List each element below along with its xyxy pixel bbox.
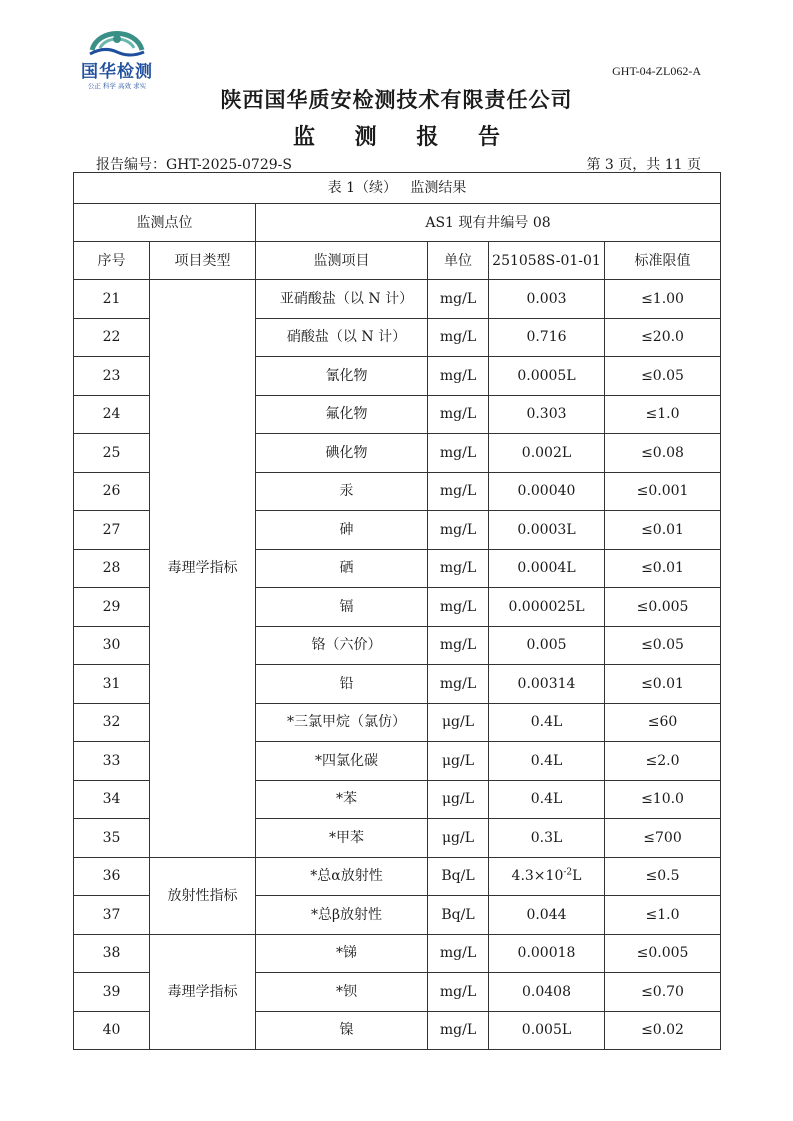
item-name: 镉 — [339, 598, 354, 615]
seq-cell: 23 — [74, 357, 150, 396]
monitoring-point-label: 监测点位 — [74, 204, 256, 242]
report-number-value: GHT-2025-0729-S — [166, 157, 292, 173]
item-name: *锑 — [336, 945, 357, 962]
logo-name: 国华检测 — [81, 62, 153, 82]
item-name: 铅 — [339, 675, 354, 692]
item-name: *总β放射性 — [310, 906, 383, 923]
limit-cell: ≤1.0 — [605, 896, 721, 935]
item-name: 亚硝酸盐（以 N 计） — [279, 290, 414, 307]
seq-cell: 39 — [74, 973, 150, 1012]
result-cell: 0.0004L — [489, 549, 605, 588]
seq-cell: 34 — [74, 780, 150, 819]
company-name: 陕西国华质安检测技术有限责任公司 — [220, 88, 573, 112]
seq-cell: 24 — [74, 395, 150, 434]
unit-cell: Bq/L — [428, 896, 489, 935]
unit-cell: mg/L — [428, 280, 489, 319]
result-cell: 0.003 — [489, 280, 605, 319]
table-row — [74, 934, 721, 973]
seq-cell: 32 — [74, 703, 150, 742]
item-cell — [256, 819, 428, 858]
seq-cell: 29 — [74, 588, 150, 627]
item-name: *甲苯 — [329, 829, 364, 846]
result-cell: 0.716 — [489, 318, 605, 357]
seq-cell: 40 — [74, 1011, 150, 1050]
limit-cell: ≤0.08 — [605, 434, 721, 473]
limit-cell: ≤20.0 — [605, 318, 721, 357]
report-number — [96, 154, 292, 174]
item-cell — [256, 1011, 428, 1050]
result-cell: 0.002L — [489, 434, 605, 473]
table-row — [74, 280, 721, 319]
item-name: 氟化物 — [325, 406, 368, 423]
item-cell — [256, 934, 428, 973]
unit-cell: Bq/L — [428, 857, 489, 896]
unit-cell: mg/L — [428, 357, 489, 396]
result-cell: 0.303 — [489, 395, 605, 434]
result-exponent: -2 — [563, 867, 573, 878]
seq-cell: 38 — [74, 934, 150, 973]
result-cell: 0.00314 — [489, 665, 605, 704]
seq-cell: 35 — [74, 819, 150, 858]
unit-cell: mg/L — [428, 472, 489, 511]
result-cell: 0.044 — [489, 896, 605, 935]
unit-cell: mg/L — [428, 665, 489, 704]
limit-cell: ≤2.0 — [605, 742, 721, 781]
category-cell: 毒理学指标 — [150, 934, 256, 1050]
item-cell — [256, 434, 428, 473]
header-category: 项目类型 — [150, 242, 256, 280]
item-name: *四氯化碳 — [315, 752, 378, 769]
limit-cell: ≤60 — [605, 703, 721, 742]
item-name: 镍 — [339, 1022, 354, 1039]
page-info: 第 3 页，共 11 页 — [586, 157, 701, 173]
unit-cell: μg/L — [428, 703, 489, 742]
item-name: 砷 — [339, 521, 354, 538]
table-caption: 表 1（续） 监测结果 — [74, 173, 721, 204]
limit-cell: ≤0.001 — [605, 472, 721, 511]
unit-cell: mg/L — [428, 395, 489, 434]
report-number-label: 报告编号： — [96, 157, 166, 173]
result-cell: 0.0005L — [489, 357, 605, 396]
result-cell: 0.3L — [489, 819, 605, 858]
item-name: 氰化物 — [325, 367, 368, 384]
seq-cell: 30 — [74, 626, 150, 665]
limit-cell: ≤0.05 — [605, 626, 721, 665]
item-cell — [256, 857, 428, 896]
seq-cell: 31 — [74, 665, 150, 704]
result-cell: 0.0408 — [489, 973, 605, 1012]
limit-cell: ≤700 — [605, 819, 721, 858]
seq-cell: 22 — [74, 318, 150, 357]
unit-cell: mg/L — [428, 1011, 489, 1050]
item-name: 碘化物 — [325, 444, 368, 461]
limit-cell: ≤0.005 — [605, 934, 721, 973]
item-cell — [256, 896, 428, 935]
unit-cell: mg/L — [428, 934, 489, 973]
item-name: *苯 — [336, 791, 357, 808]
result-cell: 0.00018 — [489, 934, 605, 973]
header-limit: 标准限值 — [605, 242, 721, 280]
unit-cell: mg/L — [428, 511, 489, 550]
item-name: 铬（六价） — [311, 637, 382, 654]
item-cell — [256, 395, 428, 434]
category-cell: 放射性指标 — [150, 857, 256, 934]
item-cell — [256, 511, 428, 550]
seq-cell: 27 — [74, 511, 150, 550]
item-cell — [256, 780, 428, 819]
item-cell — [256, 549, 428, 588]
item-cell — [256, 665, 428, 704]
result-cell: 0.0003L — [489, 511, 605, 550]
seq-cell: 37 — [74, 896, 150, 935]
result-cell: 0.4L — [489, 703, 605, 742]
item-name: *总α放射性 — [310, 868, 383, 885]
result-suffix: L — [572, 868, 582, 885]
item-name: *三氯甲烷（氯仿） — [287, 714, 406, 731]
header-seq: 序号 — [74, 242, 150, 280]
item-name: *钡 — [336, 983, 357, 1000]
item-cell — [256, 588, 428, 627]
table-row — [74, 857, 721, 896]
limit-cell: ≤10.0 — [605, 780, 721, 819]
limit-cell: ≤0.70 — [605, 973, 721, 1012]
unit-cell: mg/L — [428, 588, 489, 627]
limit-cell: ≤0.01 — [605, 549, 721, 588]
limit-cell: ≤0.5 — [605, 857, 721, 896]
logo-emblem-icon — [84, 20, 150, 60]
category-cell: 毒理学指标 — [150, 280, 256, 858]
result-cell: 0.4L — [489, 742, 605, 781]
result-cell: 0.005L — [489, 1011, 605, 1050]
unit-cell: μg/L — [428, 742, 489, 781]
item-cell — [256, 626, 428, 665]
seq-cell: 21 — [74, 280, 150, 319]
item-cell — [256, 357, 428, 396]
item-name: 汞 — [339, 483, 354, 500]
limit-cell: ≤0.005 — [605, 588, 721, 627]
limit-cell: ≤1.00 — [605, 280, 721, 319]
result-cell: 0.000025L — [489, 588, 605, 627]
item-cell — [256, 703, 428, 742]
limit-cell: ≤0.01 — [605, 665, 721, 704]
unit-cell: mg/L — [428, 626, 489, 665]
header-item: 监测项目 — [256, 242, 428, 280]
limit-cell: ≤0.02 — [605, 1011, 721, 1050]
unit-cell: mg/L — [428, 549, 489, 588]
header-sample: 251058S-01-01 — [489, 242, 605, 280]
unit-cell: mg/L — [428, 434, 489, 473]
limit-cell: ≤0.05 — [605, 357, 721, 396]
item-cell — [256, 973, 428, 1012]
result-cell — [489, 857, 605, 896]
monitoring-results-table — [73, 172, 721, 1050]
monitoring-point-value: AS1 现有井编号 08 — [256, 204, 721, 242]
result-cell: 0.00040 — [489, 472, 605, 511]
item-name: 硝酸盐（以 N 计） — [286, 329, 407, 346]
logo-slogan: 公正 科学 高效 求实 — [87, 82, 147, 90]
seq-cell: 36 — [74, 857, 150, 896]
unit-cell: mg/L — [428, 973, 489, 1012]
seq-cell: 33 — [74, 742, 150, 781]
item-cell — [256, 742, 428, 781]
result-cell: 0.005 — [489, 626, 605, 665]
item-cell — [256, 318, 428, 357]
seq-cell: 28 — [74, 549, 150, 588]
unit-cell: μg/L — [428, 819, 489, 858]
seq-cell: 25 — [74, 434, 150, 473]
report-title: 监 测 报 告 — [293, 125, 516, 150]
item-cell — [256, 280, 428, 319]
unit-cell: μg/L — [428, 780, 489, 819]
item-name: 硒 — [339, 560, 354, 577]
limit-cell: ≤0.01 — [605, 511, 721, 550]
item-cell — [256, 472, 428, 511]
seq-cell: 26 — [74, 472, 150, 511]
result-cell: 0.4L — [489, 780, 605, 819]
limit-cell: ≤1.0 — [605, 395, 721, 434]
header-unit: 单位 — [428, 242, 489, 280]
document-code: GHT-04-ZL062-A — [612, 64, 701, 78]
unit-cell: mg/L — [428, 318, 489, 357]
result-base: 4.3×10 — [511, 868, 564, 885]
